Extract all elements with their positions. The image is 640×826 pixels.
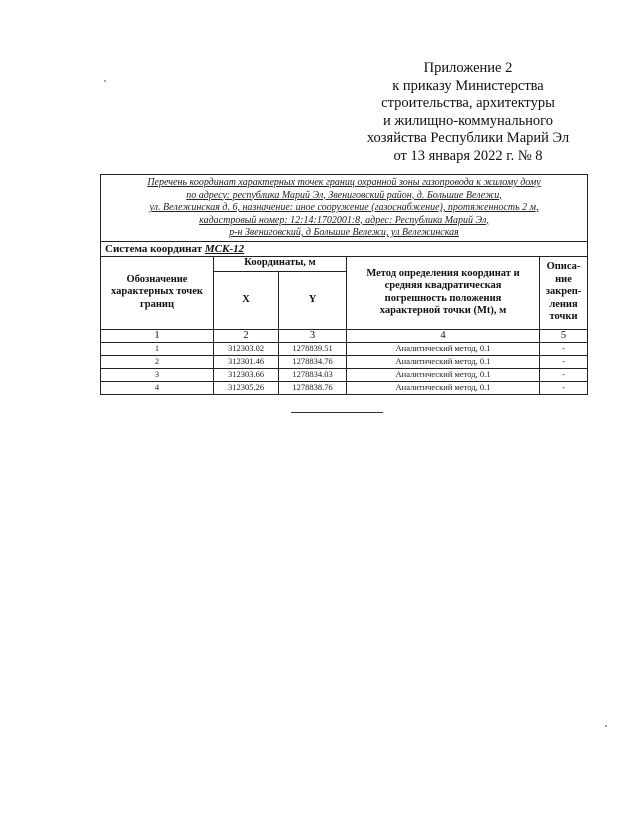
- cell-point: 2: [101, 355, 214, 368]
- scan-speck: [605, 725, 607, 727]
- table-title-line: кадастровый номер: 12:14:1702001:8, адрес: Республика Марий Эл,: [199, 214, 489, 226]
- end-divider: [291, 412, 383, 413]
- column-number: 4: [347, 329, 540, 342]
- cell-description: -: [540, 355, 588, 368]
- table-title-line: по адресу: республика Марий Эл, Звениговский район, д. Большие Вележи,: [186, 189, 502, 201]
- column-number: 2: [214, 329, 279, 342]
- cell-description: -: [540, 368, 588, 381]
- header-description: Описа-ние закреп-ления точки: [540, 256, 588, 329]
- cell-x: 312301.46: [214, 355, 279, 368]
- header-coordinates: Координаты, м: [214, 256, 347, 271]
- header-y: Y: [279, 271, 347, 329]
- cell-point: 4: [101, 381, 214, 394]
- coordinates-table: [100, 174, 588, 395]
- cell-description: -: [540, 381, 588, 394]
- document-header: [356, 60, 580, 165]
- header-line-order: к приказу Министерства: [392, 77, 544, 94]
- table-row: [101, 355, 588, 368]
- header-method: Метод определения координат и средняя квадратическая погрешность положения характерной точки (Mt), м: [347, 256, 540, 329]
- scan-speck: [104, 80, 106, 82]
- coordinate-system-value: МСК-12: [204, 242, 245, 255]
- table-title-line: Перечень координат характерных точек границ охранной зоны газопровода к жилому дому: [147, 177, 541, 188]
- cell-x: 312305.26: [214, 381, 279, 394]
- header-line-appendix: Приложение 2: [423, 60, 513, 76]
- cell-y: 1278839.51: [279, 342, 347, 355]
- cell-method: Аналитический метод, 0.1: [347, 355, 540, 368]
- cell-method: Аналитический метод, 0.1: [347, 381, 540, 394]
- cell-point: 1: [101, 342, 214, 355]
- table-title-line: р-н Звениговский, д Большие Вележи, ул Вележинская: [229, 227, 459, 238]
- cell-y: 1278834.03: [279, 368, 347, 381]
- cell-x: 312303.02: [214, 342, 279, 355]
- table-row: [101, 381, 588, 394]
- table-title-line: ул. Вележинская д. 6, назначение: иное сооружение (газоснабжение), протяженность 2 м,: [149, 202, 539, 213]
- cell-y: 1278838.76: [279, 381, 347, 394]
- header-line-date: от 13 января 2022 г. № 8: [393, 147, 543, 164]
- coordinate-system-label: Система координат: [105, 242, 203, 255]
- cell-y: 1278834.76: [279, 355, 347, 368]
- table-row: [101, 342, 588, 355]
- column-number: 1: [101, 329, 214, 342]
- header-line-housing: и жилищно-коммунального: [382, 112, 554, 129]
- coordinate-system-row: [101, 241, 588, 256]
- header-line-ministry: строительства, архитектуры: [381, 95, 555, 111]
- column-number: 3: [279, 329, 347, 342]
- header-line-republic: хозяйства Республики Марий Эл: [366, 130, 570, 146]
- header-point: Обозначение характерных точек границ: [101, 256, 214, 329]
- cell-description: -: [540, 342, 588, 355]
- header-x: X: [214, 271, 279, 329]
- cell-x: 312303.66: [214, 368, 279, 381]
- cell-point: 3: [101, 368, 214, 381]
- column-number: 5: [540, 329, 588, 342]
- table-title: [101, 175, 588, 242]
- table-row: [101, 368, 588, 381]
- cell-method: Аналитический метод, 0.1: [347, 342, 540, 355]
- cell-method: Аналитический метод, 0.1: [347, 368, 540, 381]
